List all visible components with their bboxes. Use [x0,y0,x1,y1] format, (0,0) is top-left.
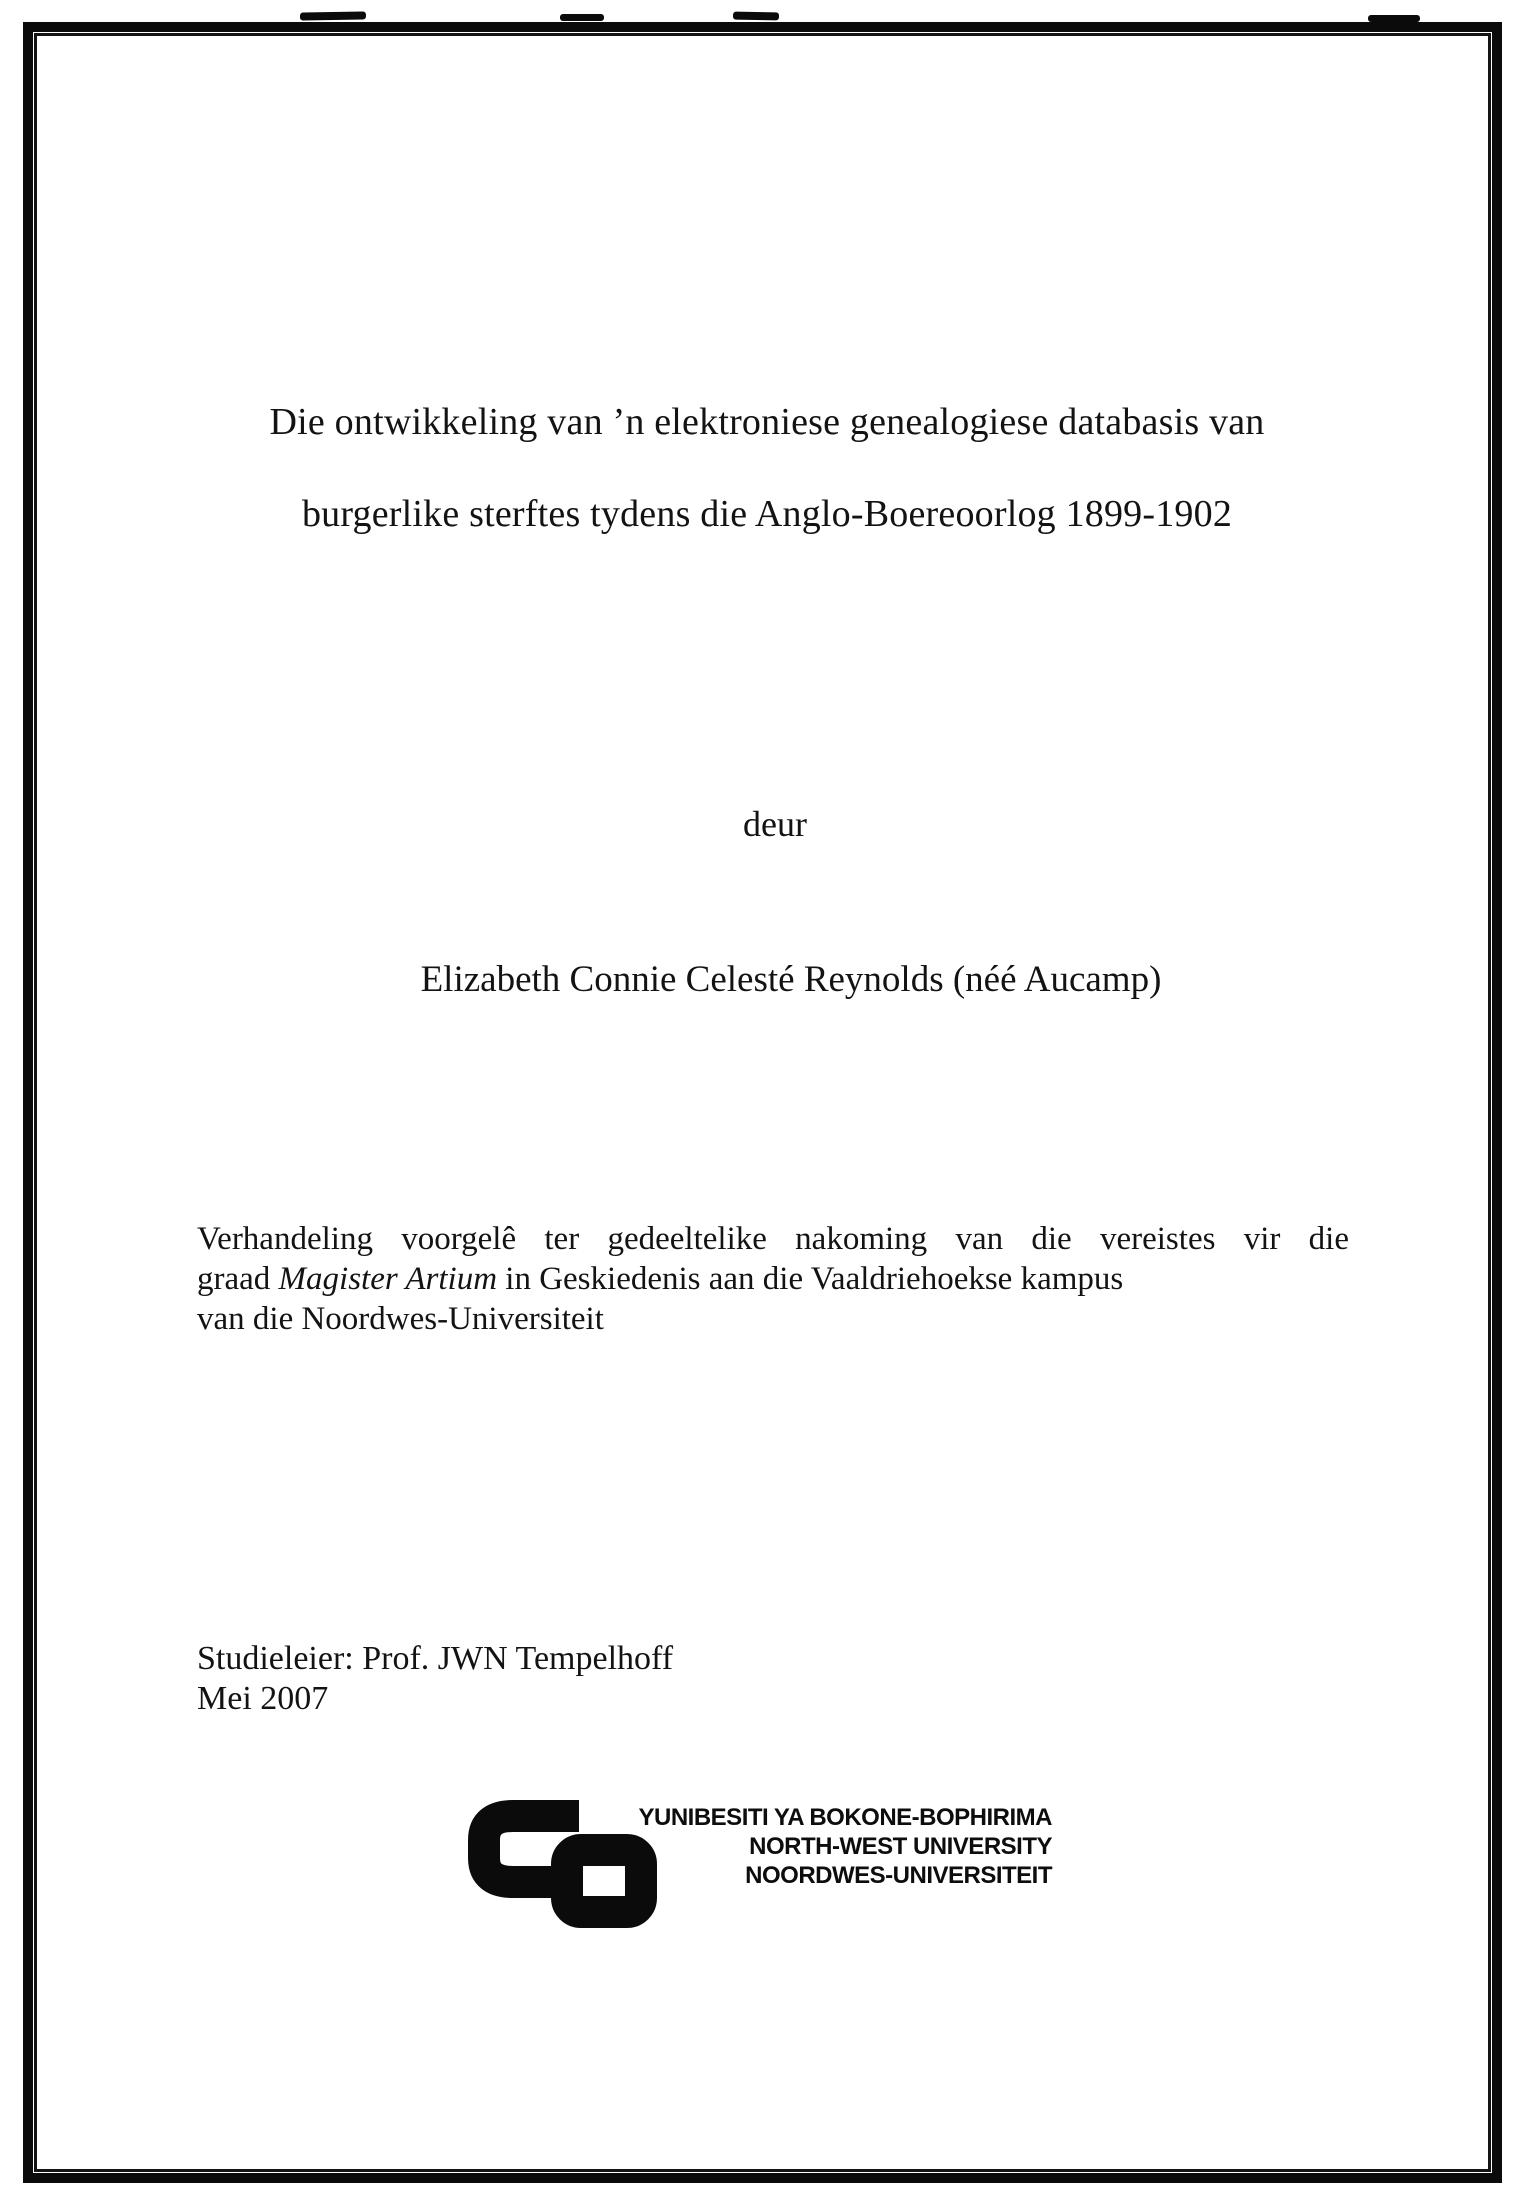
submission-line-2 [197,1259,1349,1299]
submission-line-2-prefix: graad [197,1261,279,1297]
university-name-setswana: YUNIBESITI YA BOKONE-BOPHIRIMA [638,1804,1052,1831]
submission-line-3: van die Noordwes-Universiteit [197,1301,604,1337]
supervisor-block [197,1639,1197,1719]
university-name-english: NORTH-WEST UNIVERSITY [749,1833,1052,1860]
university-logo-text [552,1803,1052,1890]
university-name-afrikaans: NOORDWES-UNIVERSITEIT [745,1862,1052,1889]
supervisor-line: Studieleier: Prof. JWN Tempelhoff [197,1640,674,1677]
thesis-title-line-1: Die ontwikkeling van ’n elektroniese genealogiese databasis van [269,401,1265,443]
scan-artifact [560,14,604,21]
submission-statement [197,1219,1349,1339]
date-line: Mei 2007 [197,1680,329,1717]
byline-deur: deur [743,804,807,844]
author-name: Elizabeth Connie Celesté Reynolds (néé Aucamp) [420,959,1162,1000]
degree-name-italic: Magister Artium [278,1261,498,1297]
scan-artifact [1368,15,1420,22]
submission-line-1: Verhandeling voorgelê ter gedeeltelike nakoming van die vereistes vir die [197,1221,1349,1257]
submission-line-2-suffix: in Geskiedenis aan die Vaaldriehoekse kampus [497,1261,1124,1297]
scan-artifact [300,11,366,20]
thesis-title-line-2: burgerlike sterftes tydens die Anglo-Boereoorlog 1899-1902 [301,493,1233,535]
scan-artifact [733,12,779,21]
